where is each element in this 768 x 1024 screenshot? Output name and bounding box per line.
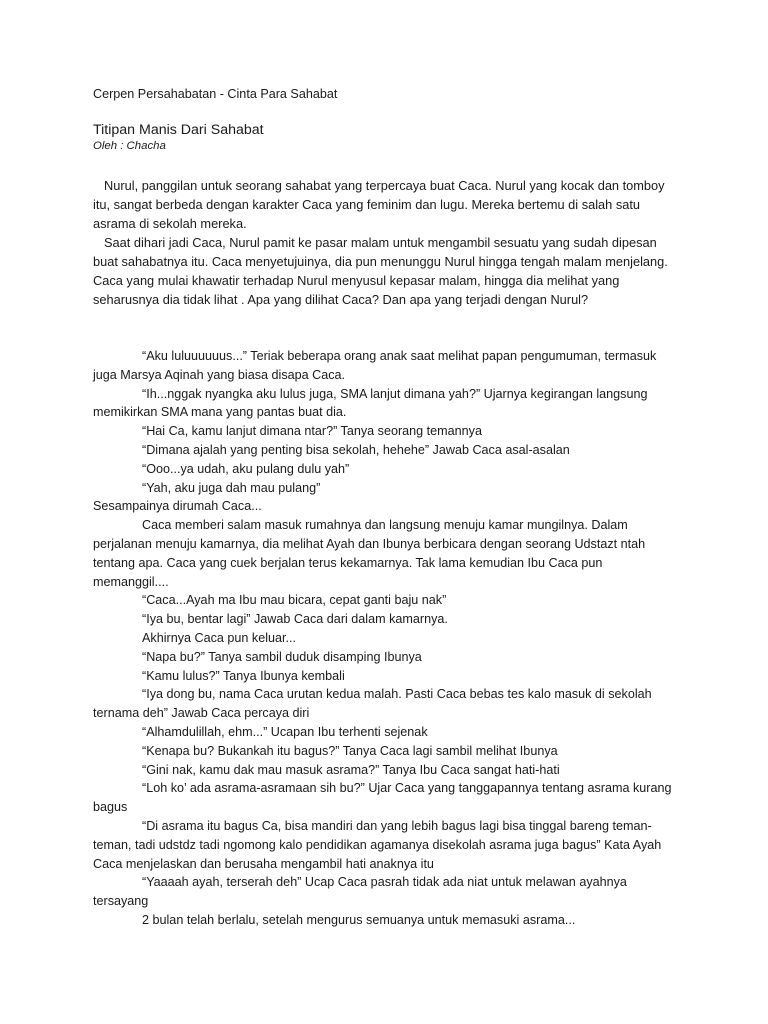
story-title: Titipan Manis Dari Sahabat (93, 122, 264, 138)
story-paragraph: “Aku luluuuuuus...” Teriak beberapa orang anak saat melihat papan pengumuman, termasuk juga Marsya Aqinah yang biasa disapa Caca. (93, 349, 657, 382)
story-paragraph: “Gini nak, kamu dak mau masuk asrama?” Tanya Ibu Caca sangat hati-hati (142, 762, 560, 777)
story-paragraph: Sesampainya dirumah Caca... (93, 499, 262, 514)
story-paragraph: “Dimana ajalah yang penting bisa sekolah, hehehe” Jawab Caca asal-asalan (142, 442, 570, 457)
section-gap (93, 309, 673, 347)
story-paragraph: “Ooo...ya udah, aku pulang dulu yah” (142, 461, 350, 476)
story-paragraph: “Hai Ca, kamu lanjut dimana ntar?” Tanya seorang temannya (142, 424, 482, 439)
story-paragraph: “Alhamdulillah, ehm...” Ucapan Ibu terhenti sejenak (142, 724, 428, 739)
story-author: Oleh : Chacha (93, 140, 166, 152)
story-paragraph: “Iya dong bu, nama Caca urutan kedua malah. Pasti Caca bebas tes kalo masuk di sekolah ternama deh” Jawab Caca percaya diri (93, 687, 652, 721)
story-paragraph: “Kenapa bu? Bukankah itu bagus?” Tanya Caca lagi sambil melihat Ibunya (142, 743, 558, 758)
story-paragraph: 2 bulan telah berlalu, setelah mengurus semuanya untuk memasuki asrama... (142, 912, 576, 927)
story-paragraph: “Di asrama itu bagus Ca, bisa mandiri dan yang lebih bagus lagi bisa tinggal bareng teman-teman, tadi udstdz tadi ngomong kalo pendidikan agamanya disekolah asrama juga bagus” Kata Ayah Caca menjelaskan dan berusaha mengambil hati anaknya itu (93, 818, 662, 871)
story-paragraph: “Iya bu, bentar lagi” Jawab Caca dari dalam kamarnya. (142, 612, 448, 627)
document-content (93, 85, 673, 930)
document-heading: Cerpen Persahabatan - Cinta Para Sahabat (93, 87, 338, 101)
story-paragraph: Caca memberi salam masuk rumahnya dan langsung menuju kamar mungilnya. Dalam perjalanan menuju kamarnya, dia melihat Ayah dan Ibunya berbicara dengan seorang Udstazt ntah tentang apa. Caca yang cuek berjalan terus kekamarnya. Tak lama kemudian Ibu Caca pun memanggil.... (93, 518, 646, 589)
story-paragraph: Akhirnya Caca pun keluar... (142, 630, 297, 645)
story-paragraph: “Napa bu?” Tanya sambil duduk disamping Ibunya (142, 649, 422, 664)
story-paragraph: “Kamu lulus?” Tanya Ibunya kembali (142, 668, 345, 683)
story-body (93, 347, 673, 930)
synopsis-paragraph: Nurul, panggilan untuk seorang sahabat yang terpercaya buat Caca. Nurul yang kocak dan tomboy itu, sangat berbeda dengan karakter Caca yang feminim dan lugu. Mereka bertemu di salah satu asrama di sekolah mereka. (93, 178, 665, 231)
story-paragraph: “Loh ko’ ada asrama-asramaan sih bu?” Ujar Caca yang tanggapannya tentang asrama kurang bagus (93, 781, 672, 815)
story-paragraph: “Ih...nggak nyangka aku lulus juga, SMA lanjut dimana yah?” Ujarnya kegirangan langsung memikirkan SMA mana yang pantas buat dia. (93, 386, 648, 420)
story-paragraph: “Yaaaah ayah, terserah deh” Ucap Caca pasrah tidak ada niat untuk melawan ayahnya tersayang (93, 875, 627, 909)
story-paragraph: “Caca...Ayah ma Ibu mau bicara, cepat ganti baju nak” (142, 593, 447, 608)
synopsis (93, 176, 673, 309)
story-paragraph: “Yah, aku juga dah mau pulang” (142, 480, 321, 495)
synopsis-paragraph: Saat dihari jadi Caca, Nurul pamit ke pasar malam untuk mengambil sesuatu yang sudah dipesan buat sahabatnya itu. Caca menyetujuinya, dia pun menunggu Nurul hingga tengah malam menjelang. Caca yang mulai khawatir terhadap Nurul menyusul kepasar malam, hingga dia melihat yang seharusnya dia tidak lihat . Apa yang dilihat Caca? Dan apa yang terjadi dengan Nurul? (93, 235, 668, 307)
